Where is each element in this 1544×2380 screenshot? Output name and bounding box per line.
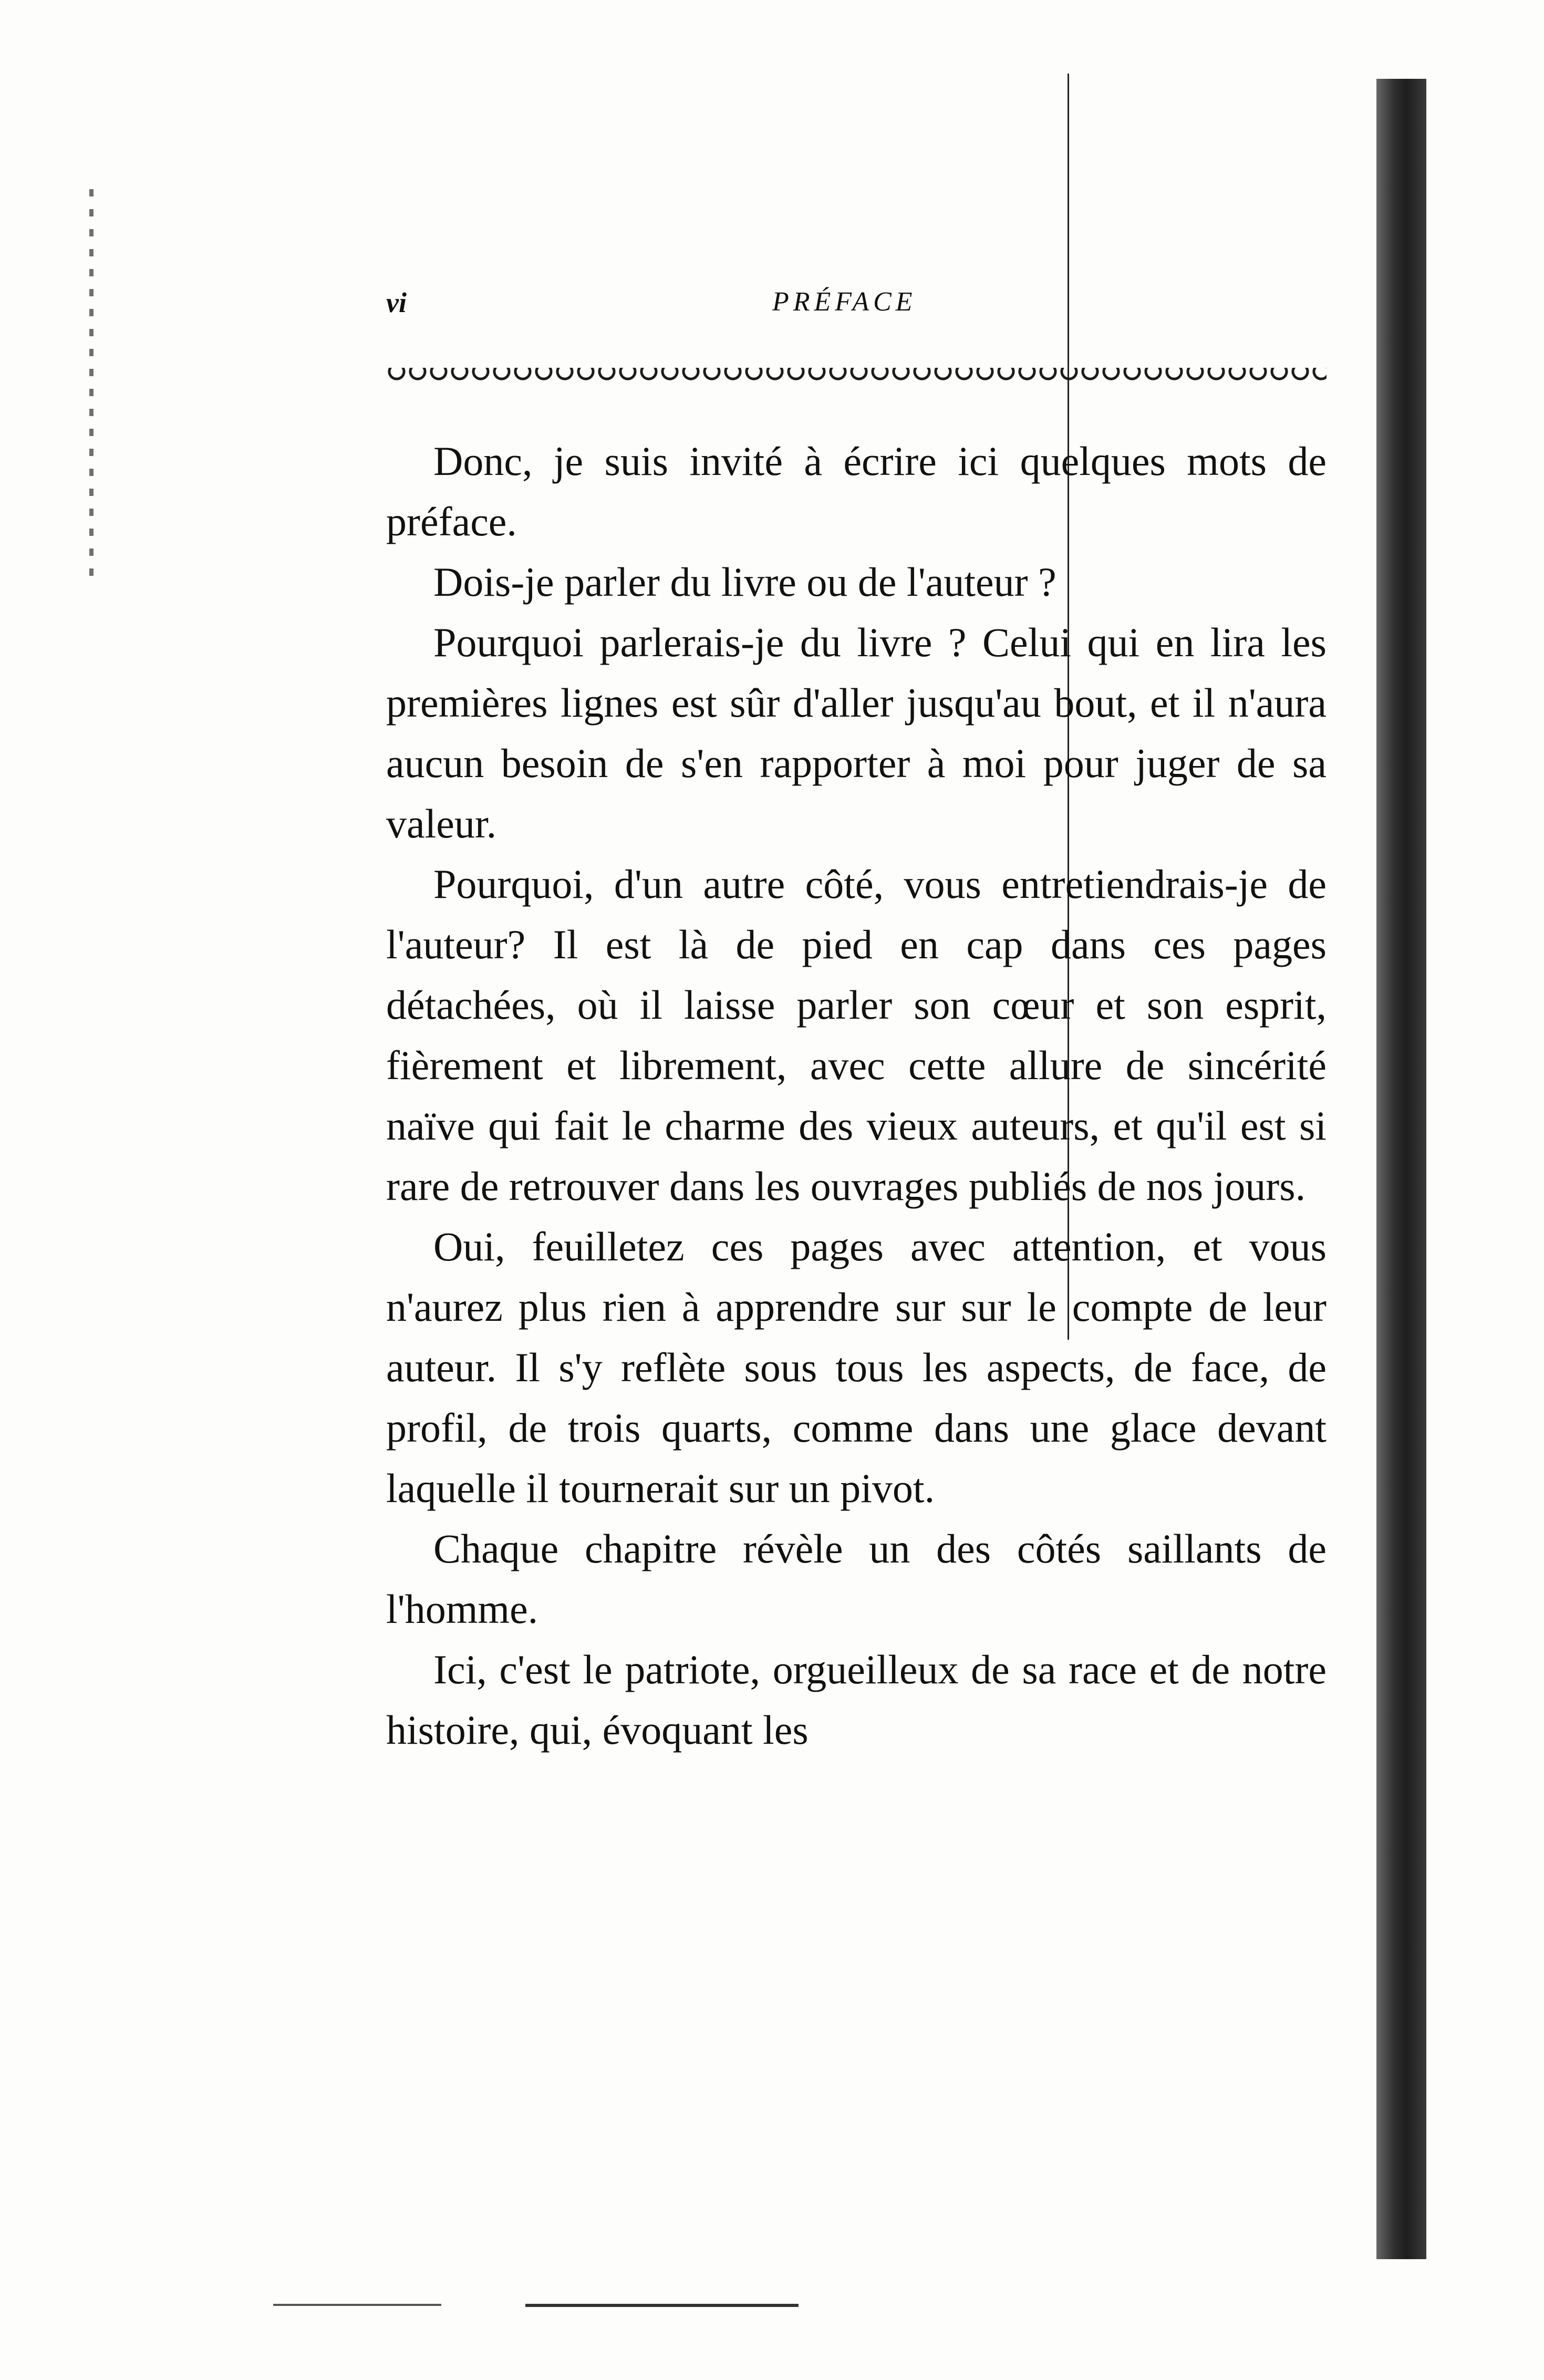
book-spine-shadow [1376,79,1426,2259]
paragraph: Pourquoi parlerais-je du livre ? Celui qui en lira les premières lignes est sûr d'aller jusqu'au bout, et il n'aura aucun besoin de s'en rapporter à moi pour juger de sa valeur. [386,619,1327,846]
paragraph: Dois-je parler du livre ou de l'auteur ? [433,559,1056,605]
body-text [386,431,1327,1760]
decorative-rule [386,368,1327,384]
page-header [386,286,1327,328]
bottom-scan-rule-left [273,2304,441,2306]
paragraph: Pourquoi, d'un autre côté, vous entretiendrais-je de l'auteur? Il est là de pied en cap dans ces pages détachées, où il laisse parler son cœur et son esprit, fièrement et librement, avec cette allure de sincérité naïve qui fait le charme des vieux auteurs, et qu'il est si rare de retrouver dans les ouvrages publiés de nos jours. [386,861,1327,1209]
paragraph: Oui, feuilletez ces pages avec attention, et vous n'aurez plus rien à apprendre sur sur le compte de leur auteur. Il s'y reflète sous tous les aspects, de face, de profil, de trois quarts, comme dans une glace devant laquelle il tournerait sur un pivot. [386,1224,1327,1511]
page-number: vi [386,287,407,318]
bottom-scan-rule [525,2304,799,2307]
running-title: PRÉFACE [772,287,917,317]
paragraph: Donc, je suis invité à écrire ici quelques mots de préface. [386,438,1327,544]
paragraph: Chaque chapitre révèle un des côtés saillants de l'homme. [386,1526,1327,1632]
margin-scan-marks [89,189,94,588]
paragraph: Ici, c'est le patriote, orgueilleux de sa race et de notre histoire, qui, évoquant les [386,1647,1327,1753]
